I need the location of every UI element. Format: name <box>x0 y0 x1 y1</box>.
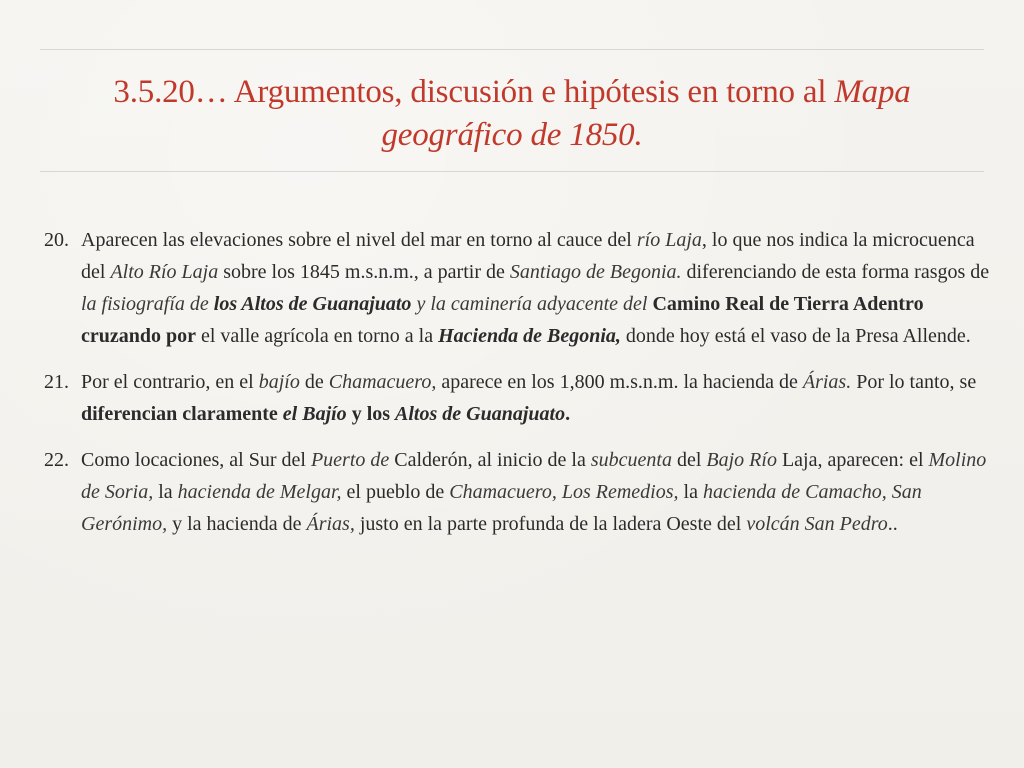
text-segment: aparece en los 1,800 m.s.n.m. la hacienda de <box>436 371 803 393</box>
item-number: 22. <box>44 449 69 471</box>
text-segment: la <box>678 481 703 503</box>
text-segment: de <box>299 371 329 393</box>
text-segment: el pueblo de <box>341 481 450 503</box>
text-segment: .. <box>887 513 898 535</box>
text-segment: donde hoy está el vaso de la Presa Allende. <box>620 325 971 347</box>
text-segment-italic: hacienda de Melgar, <box>177 481 342 503</box>
item-text <box>81 449 986 535</box>
text-segment-bold: y los <box>346 403 396 425</box>
text-segment: el valle agrícola en torno a la <box>196 325 439 347</box>
slide-title <box>60 71 964 157</box>
title-text: 3.5.20… Argumentos, discusión e hipótesis en torno al <box>113 74 835 110</box>
text-segment-bold-italic: los Altos de Guanajuato <box>213 293 412 315</box>
list-item-20 <box>40 224 990 352</box>
text-segment-bold: diferencian claramente <box>81 403 283 425</box>
text-segment-italic: Chamacuero, Los Remedios, <box>449 481 679 503</box>
text-segment-italic: volcán San Pedro <box>746 513 888 535</box>
text-segment-italic: Santiago de Begonia. <box>509 261 682 283</box>
list-item-22 <box>40 444 990 540</box>
item-number: 20. <box>44 229 69 251</box>
text-segment-italic: Puerto de <box>310 449 390 471</box>
text-segment-bold-italic: Altos de Guanajuato <box>395 403 566 425</box>
text-segment-italic: Molino de Soria, <box>81 449 987 503</box>
text-segment-italic: hacienda de Camacho, San Gerónimo, <box>81 481 922 535</box>
title-italic-text: Mapa geográfico de 1850. <box>381 74 911 153</box>
text-segment: Calderón, al inicio de la <box>389 449 591 471</box>
text-segment: del <box>671 449 707 471</box>
list-item-21 <box>40 366 990 430</box>
text-segment-italic: subcuenta <box>590 449 672 471</box>
text-segment-italic: y la caminería adyacente del <box>411 293 653 315</box>
text-segment-italic: Alto Río Laja <box>110 261 219 283</box>
text-segment-bold-italic: Hacienda de Begonia, <box>438 325 621 347</box>
text-segment-bold: . <box>565 403 571 425</box>
text-segment: Aparecen las elevaciones sobre el nivel del mar en torno al cauce del <box>81 229 637 251</box>
text-segment: sobre los 1845 m.s.n.m., a partir de <box>218 261 510 283</box>
text-segment-italic: bajío <box>258 371 300 393</box>
text-segment: justo en la parte profunda de la ladera Oeste del <box>354 513 747 535</box>
text-segment: , lo que nos indica la microcuenca del <box>81 229 975 283</box>
text-segment-italic: Árias, <box>306 513 355 535</box>
text-segment-bold: Camino Real de Tierra Adentro cruzando por <box>81 293 924 347</box>
item-number: 21. <box>44 371 69 393</box>
numbered-list <box>40 224 990 554</box>
text-segment-italic: Árias. <box>802 371 852 393</box>
bottom-divider <box>40 171 984 172</box>
top-divider <box>40 49 984 50</box>
item-text <box>81 229 989 347</box>
text-segment: la <box>153 481 178 503</box>
text-segment-italic: Chamacuero, <box>328 371 437 393</box>
text-segment-italic: río Laja <box>636 229 702 251</box>
text-segment: Por el contrario, en el <box>81 371 259 393</box>
text-segment: Como locaciones, al Sur del <box>81 449 311 471</box>
text-segment: diferenciando de esta forma rasgos de <box>681 261 990 283</box>
text-segment-italic: Bajo Río <box>706 449 777 471</box>
text-segment: Laja, aparecen: el <box>776 449 929 471</box>
text-segment: Por lo tanto, se <box>851 371 977 393</box>
text-segment: y la hacienda de <box>167 513 307 535</box>
text-segment-bold-italic: el Bajío <box>282 403 347 425</box>
item-text <box>81 371 976 425</box>
text-segment-italic: la fisiografía de <box>81 293 214 315</box>
